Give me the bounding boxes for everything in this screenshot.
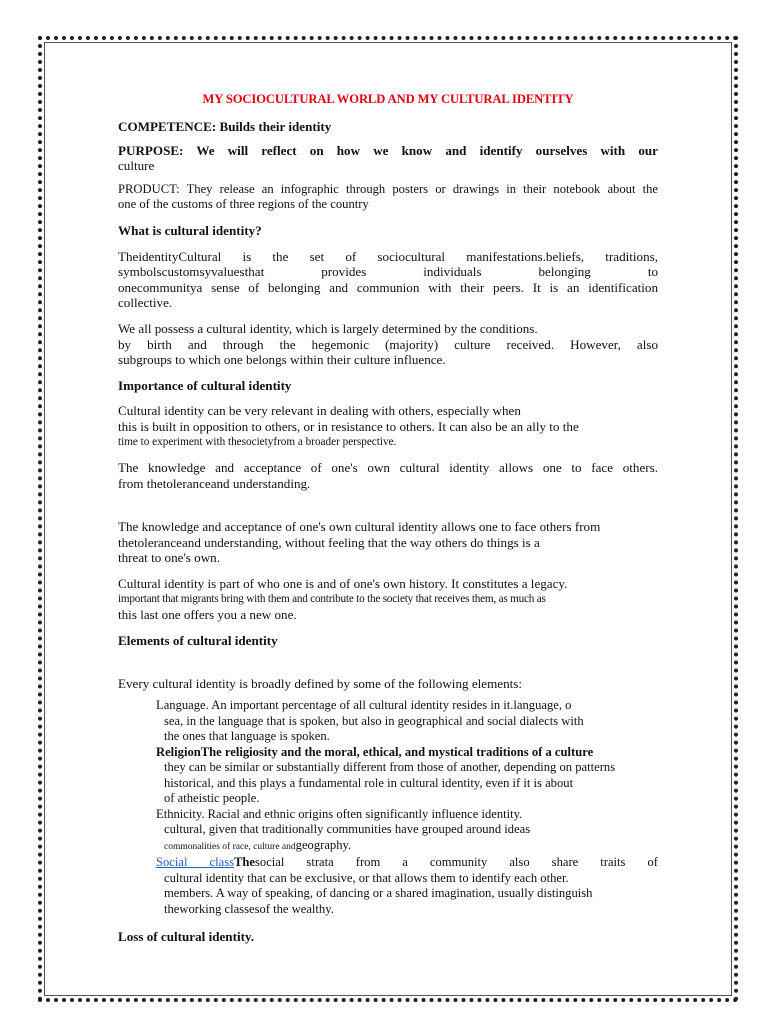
legacy-line-3: this last one offers you a new one. bbox=[118, 607, 297, 623]
product-line-2: one of the customs of three regions of the country bbox=[118, 197, 369, 212]
ethnicity-line-2: cultural, given that traditionally communities have grouped around ideas bbox=[164, 822, 531, 837]
product-paragraph bbox=[118, 182, 658, 213]
religion-line-1: ReligionThe religiosity and the moral, ethical, and mystical traditions of a culture bbox=[156, 744, 594, 759]
social-class-link[interactable]: Social class bbox=[156, 855, 235, 870]
importance-paragraph bbox=[118, 403, 658, 450]
importance-line-2: this is built in opposition to others, or in resistance to others. It can also be an ally to the bbox=[118, 418, 579, 434]
religion-line-2: they can be similar or substantially different from those of another, depending on patterns bbox=[164, 760, 616, 775]
purpose-paragraph bbox=[118, 143, 658, 174]
heading-importance: Importance of cultural identity bbox=[118, 377, 292, 393]
religion-line-4: of atheistic people. bbox=[164, 791, 260, 806]
elements-list bbox=[118, 698, 658, 917]
definition-line-3: onecommunitya sense of belonging and communion with their peers. It is an identification bbox=[118, 279, 658, 295]
importance-line-1: Cultural identity can be very relevant in dealing with others, especially when bbox=[118, 403, 521, 419]
list-item-ethnicity bbox=[118, 807, 658, 856]
document-title: MY SOCIOCULTURAL WORLD AND MY CULTURAL IDENTITY bbox=[202, 92, 574, 106]
knowledge1-line-1: The knowledge and acceptance of one's own cultural identity allows one to face others. bbox=[118, 460, 658, 476]
legacy-line-2: important that migrants bring with them and contribute to the society that receives them, as much as bbox=[118, 592, 546, 605]
language-line-3: the ones that language is spoken. bbox=[164, 729, 330, 744]
heading-what-is-cultural-identity: What is cultural identity? bbox=[118, 222, 262, 238]
legacy-line-1: Cultural identity is part of who one is and of one's own history. It constitutes a legacy. bbox=[118, 576, 568, 592]
definition-paragraph bbox=[118, 249, 658, 311]
knowledge-paragraph-2 bbox=[118, 519, 658, 566]
knowledge2-line-2: thetoleranceand understanding, without feeling that the way others do things is a bbox=[118, 534, 540, 550]
social-line-2: cultural identity that can be exclusive, or that allows them to identify each other. bbox=[164, 870, 569, 885]
heading-loss: Loss of cultural identity. bbox=[118, 929, 255, 945]
possess-line-1: We all possess a cultural identity, which is largely determined by the conditions. bbox=[118, 320, 538, 336]
definition-line-1: TheidentityCultural is the set of sociocultural manifestations.beliefs, traditions, bbox=[118, 248, 658, 264]
competence-line: COMPETENCE: Builds their identity bbox=[118, 119, 332, 134]
purpose-line-2: culture bbox=[118, 158, 155, 174]
legacy-paragraph bbox=[118, 576, 658, 623]
knowledge1-line-2: from thetoleranceand understanding. bbox=[118, 475, 311, 491]
ethnicity-line-3a: commonalities of race, culture and bbox=[164, 841, 296, 852]
definition-line-2: symbolscustomsyvaluesthat provides individuals belonging to bbox=[118, 264, 658, 280]
knowledge-paragraph-1 bbox=[118, 460, 658, 491]
ethnicity-line-1: Ethnicity. Racial and ethnic origins often significantly influence identity. bbox=[156, 806, 523, 821]
language-line-2: sea, in the language that is spoken, but also in geographical and social dialects with bbox=[164, 713, 584, 728]
ethnicity-line-3b: geography. bbox=[295, 837, 352, 852]
social-line-1-bold: The bbox=[234, 855, 256, 870]
heading-elements: Elements of cultural identity bbox=[118, 632, 278, 648]
document-body bbox=[118, 92, 658, 945]
religion-line-3: historical, and this plays a fundamental role in cultural identity, even if it is about bbox=[164, 775, 574, 790]
purpose-line-1: PURPOSE: We will reflect on how we know and identify ourselves with our bbox=[118, 142, 658, 158]
product-line-1: PRODUCT: They release an infographic through posters or drawings in their notebook about the bbox=[118, 181, 658, 196]
knowledge2-line-1: The knowledge and acceptance of one's own cultural identity allows one to face others from bbox=[118, 519, 601, 535]
knowledge2-line-3: threat to one's own. bbox=[118, 550, 220, 566]
importance-line-3: time to experiment with thesocietyfrom a broader perspective. bbox=[118, 435, 397, 448]
social-line-4: theworking classesof the wealthy. bbox=[164, 901, 334, 916]
possess-paragraph bbox=[118, 321, 658, 368]
social-line-1: social strata from a community also share traits of bbox=[255, 855, 658, 870]
list-item-language bbox=[118, 698, 658, 745]
language-line-1: Language. An important percentage of all cultural identity resides in it.language, o bbox=[156, 698, 572, 713]
elements-intro: Every cultural identity is broadly defined by some of the following elements: bbox=[118, 676, 522, 692]
possess-line-3: subgroups to which one belongs within their culture influence. bbox=[118, 352, 446, 368]
social-line-3: members. A way of speaking, of dancing or a shared imagination, usually distinguish bbox=[164, 886, 593, 901]
possess-line-2: by birth and through the hegemonic (majority) culture received. However, also bbox=[118, 336, 658, 352]
list-item-religion bbox=[118, 745, 658, 807]
list-item-social-class bbox=[118, 855, 658, 917]
definition-line-4: collective. bbox=[118, 295, 173, 311]
